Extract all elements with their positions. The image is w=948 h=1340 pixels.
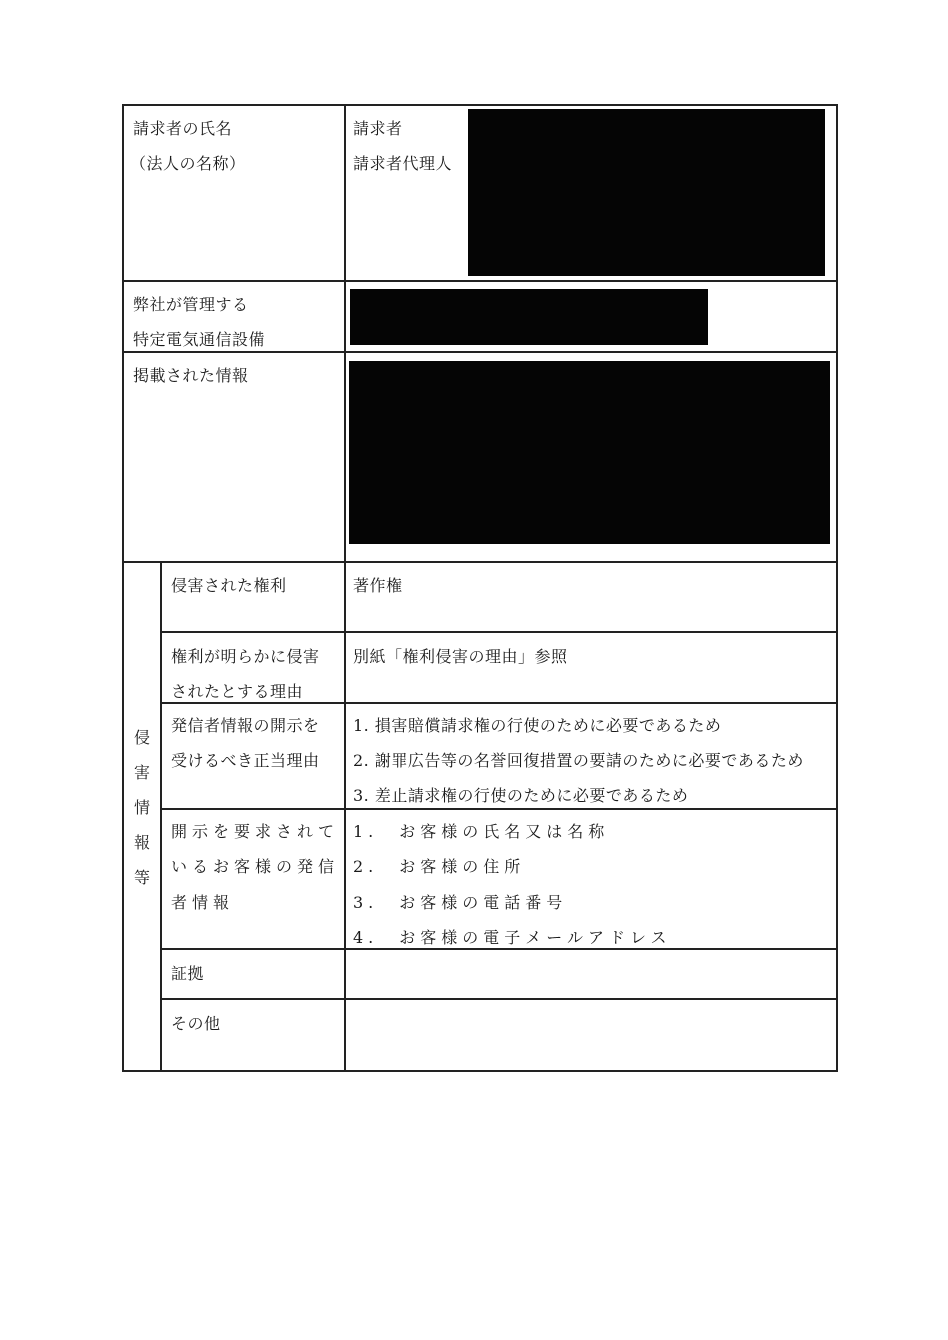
label-value-divider: [344, 104, 346, 1071]
evidence-label: 証拠: [171, 964, 205, 983]
requester-sub-line2: 請求者代理人: [353, 154, 453, 173]
requester-label-line2: （法人の名称）: [130, 154, 246, 173]
justification-item: 1. 損害賠償請求権の行使のために必要であるため: [353, 716, 722, 735]
other-label: その他: [171, 1014, 221, 1033]
group-char: 報: [133, 833, 150, 852]
requested-info-label-line1: 開示を要求されて: [171, 822, 340, 841]
requested-info-item: 2. お客様の住所: [353, 857, 526, 876]
justification-label-line1: 発信者情報の開示を: [171, 716, 320, 735]
infringement-group-label: [132, 720, 152, 895]
redacted-facility: [350, 289, 708, 345]
table-border-right: [836, 104, 838, 1071]
row-divider: [161, 631, 838, 633]
row-divider: [122, 561, 838, 563]
row-divider: [161, 808, 838, 810]
infringed-right-label: 侵害された権利: [171, 576, 287, 595]
group-char: 侵: [133, 728, 150, 747]
group-char: 害: [133, 763, 150, 782]
justification-label-line2: 受けるべき正当理由: [171, 751, 320, 770]
reason-label-line1: 権利が明らかに侵害: [171, 647, 320, 666]
table-border-left: [122, 104, 124, 1071]
row-divider: [161, 702, 838, 704]
reason-value: 別紙「権利侵害の理由」参照: [353, 647, 568, 666]
requested-info-label-line2: いるお客様の発信: [171, 857, 340, 876]
redacted-requester-name: [468, 109, 825, 276]
requested-info-label-line3: 者情報: [171, 893, 235, 912]
redacted-posted-info: [349, 361, 830, 544]
requested-info-item: 3. お客様の電話番号: [353, 893, 568, 912]
facility-label-line1: 弊社が管理する: [133, 295, 249, 314]
table-border-bottom: [122, 1070, 838, 1072]
row-divider: [161, 998, 838, 1000]
row-divider: [122, 280, 838, 282]
group-char: 情: [133, 798, 150, 817]
table-border-top: [122, 104, 838, 106]
row-divider: [161, 948, 838, 950]
row-divider: [122, 351, 838, 353]
reason-label-line2: されたとする理由: [171, 682, 304, 701]
group-char: 等: [133, 868, 150, 887]
justification-item: 3. 差止請求権の行使のために必要であるため: [353, 786, 689, 805]
facility-label-line2: 特定電気通信設備: [133, 330, 266, 349]
requester-label-line1: 請求者の氏名: [133, 119, 233, 138]
requested-info-item: 1. お客様の氏名又は名称: [353, 822, 610, 841]
justification-item: 2. 謝罪広告等の名誉回復措置の要請のために必要であるため: [353, 751, 804, 770]
requester-sub-line1: 請求者: [353, 119, 403, 138]
posted-info-label: 掲載された情報: [133, 366, 249, 385]
requested-info-item: 4. お客様の電子メールアドレス: [353, 928, 672, 947]
infringed-right-value: 著作権: [353, 576, 403, 595]
group-label-divider: [160, 561, 162, 1071]
